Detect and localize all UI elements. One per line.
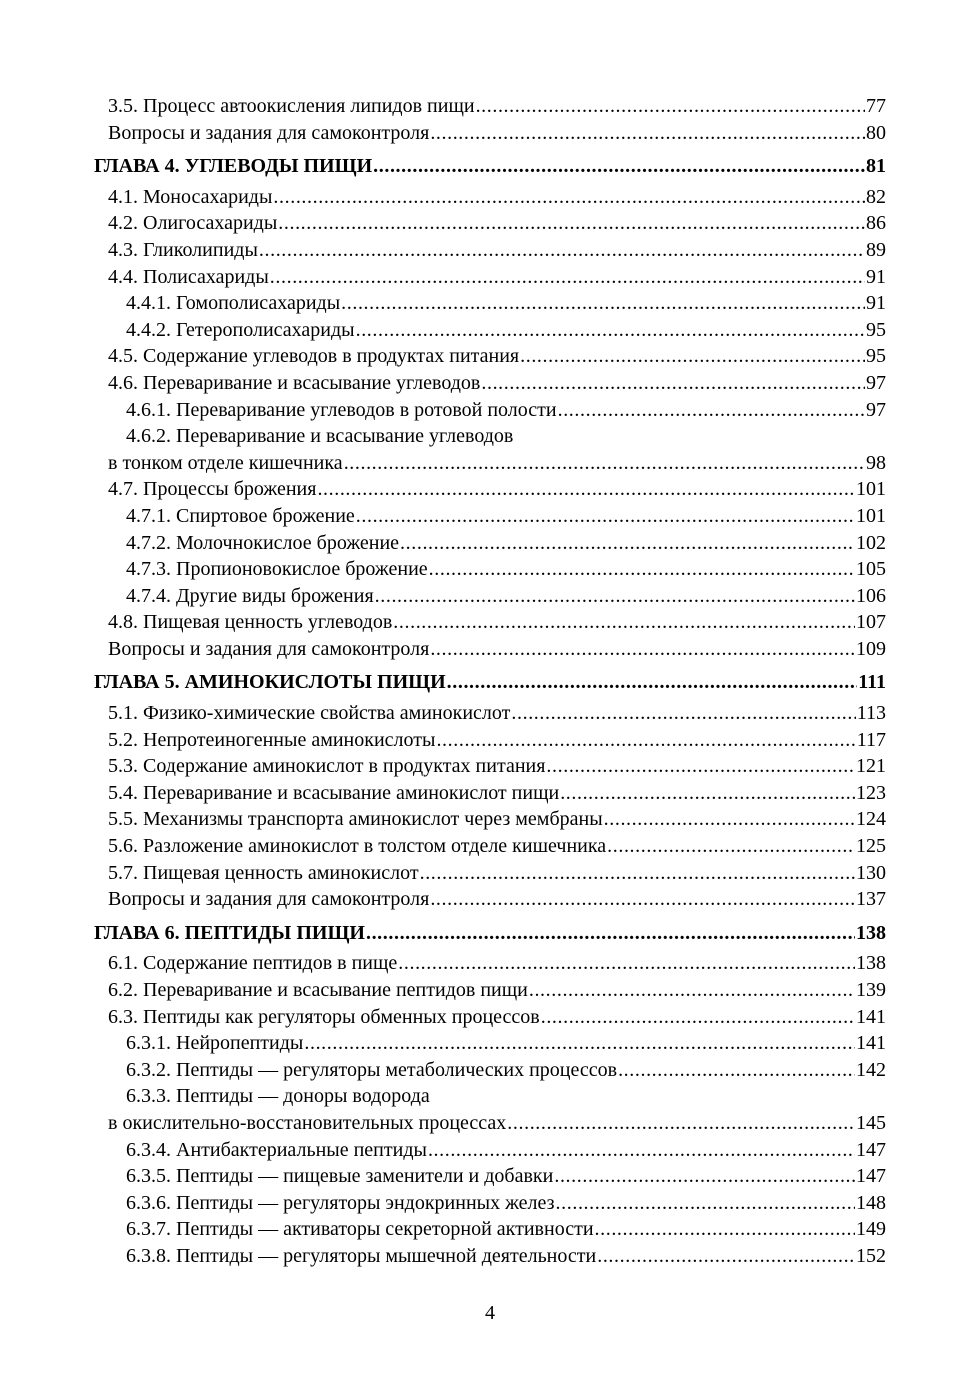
entry-title: 6.3.8. Пептиды — регуляторы мышечной деятельности: [126, 1244, 597, 1267]
entry-page-number: 101: [856, 478, 886, 501]
entry-page-number: 139: [856, 979, 886, 1001]
dot-leader: [317, 476, 855, 503]
dot-leader: [430, 886, 855, 913]
entry-title: Вопросы и задания для самоконтроля: [108, 121, 430, 144]
dot-leader: [270, 264, 865, 291]
entry-page-number: 91: [866, 292, 886, 315]
entry-title: 4.6. Переваривание и всасывание углеводов: [108, 371, 481, 394]
dot-leader: [436, 727, 855, 754]
entry-title: 4.7.1. Спиртовое брожение: [126, 504, 355, 527]
dot-leader: [400, 530, 855, 557]
entry-page-number: 107: [856, 611, 886, 634]
dot-leader: [546, 753, 855, 780]
entry-page-number: 124: [856, 808, 886, 831]
entry-title: 6.3.4. Антибактериальные пептиды: [126, 1138, 427, 1161]
entry-page-number: 95: [866, 345, 886, 368]
dot-leader: [476, 93, 865, 120]
entry-page-number: 138: [856, 921, 886, 944]
entry-page-number: 101: [856, 504, 886, 527]
dot-leader: [604, 806, 855, 833]
entry-title: 4.3. Гликолипиды: [108, 238, 258, 261]
entry-title: 4.1. Моносахариды: [108, 185, 273, 208]
entry-title: 4.7.3. Пропионовокислое брожение: [126, 558, 428, 581]
entry-title: в тонком отделе кишечника: [108, 451, 343, 474]
toc-entry[interactable]: [94, 1216, 886, 1243]
dot-leader: [273, 184, 865, 211]
entry-page-number: 137: [856, 888, 886, 911]
toc-entry[interactable]: [94, 264, 886, 291]
entry-title: 4.4. Полисахариды: [108, 265, 269, 288]
dot-leader: [259, 237, 865, 264]
dot-leader: [618, 1057, 855, 1084]
entry-page-number: 142: [856, 1058, 886, 1081]
entry-title: 5.3. Содержание аминокислот в продуктах питания: [108, 755, 546, 778]
toc-entry[interactable]: [94, 1110, 886, 1137]
toc-entry[interactable]: [94, 343, 886, 370]
dot-leader: [375, 583, 855, 610]
entry-page-number: 125: [856, 835, 886, 858]
toc-entry[interactable]: [94, 93, 886, 120]
dot-leader: [541, 1004, 855, 1031]
dot-leader: [481, 370, 865, 397]
dot-leader: [341, 290, 865, 317]
toc-entry[interactable]: [94, 727, 886, 754]
entry-page-number: 77: [866, 95, 886, 117]
entry-page-number: 109: [856, 637, 886, 660]
entry-page-number: 91: [866, 265, 886, 288]
entry-title: 4.7.4. Другие виды брожения: [126, 584, 374, 607]
entry-page-number: 102: [856, 531, 886, 554]
page-number: 4: [485, 1302, 495, 1324]
entry-title: ГЛАВА 4. УГЛЕВОДЫ ПИЩИ: [94, 155, 373, 178]
entry-page-number: 147: [856, 1138, 886, 1161]
entry-page-number: 98: [866, 451, 886, 474]
dot-leader: [344, 450, 865, 477]
toc-entry[interactable]: [94, 210, 886, 237]
entry-page-number: 147: [856, 1165, 886, 1188]
dot-leader: [429, 556, 855, 583]
dot-leader: [558, 397, 865, 424]
entry-title: 6.3.2. Пептиды — регуляторы метаболических процессов: [126, 1058, 618, 1081]
entry-title: ГЛАВА 5. АМИНОКИСЛОТЫ ПИЩИ: [94, 671, 446, 694]
toc-entry[interactable]: [94, 1137, 886, 1164]
entry-title: 6.2. Переваривание и всасывание пептидов пищи: [108, 979, 528, 1001]
dot-leader: [507, 1110, 855, 1137]
toc-entry[interactable]: [94, 290, 886, 317]
entry-page-number: 152: [856, 1244, 886, 1267]
dot-leader: [607, 833, 855, 860]
dot-leader: [393, 609, 855, 636]
toc-entry[interactable]: [94, 397, 886, 424]
entry-page-number: 105: [856, 558, 886, 581]
entry-page-number: 130: [856, 861, 886, 884]
entry-title: 6.3.6. Пептиды — регуляторы эндокринных желез: [126, 1191, 555, 1214]
entry-page-number: 149: [856, 1218, 886, 1241]
entry-title: ГЛАВА 6. ПЕПТИДЫ ПИЩИ: [94, 921, 365, 944]
toc-entry[interactable]: [94, 806, 886, 833]
entry-page-number: 141: [856, 1005, 886, 1028]
toc-entry[interactable]: [94, 1083, 886, 1110]
toc-entry[interactable]: [94, 476, 886, 503]
toc-entry[interactable]: [94, 120, 886, 147]
toc-entry[interactable]: [94, 977, 886, 1004]
table-of-contents: [94, 93, 886, 1270]
entry-title: Вопросы и задания для самоконтроля: [108, 888, 430, 911]
dot-leader: [560, 780, 855, 807]
toc-entry[interactable]: [94, 583, 886, 610]
entry-title: 4.7. Процессы брожения: [108, 478, 317, 501]
toc-entry[interactable]: [94, 370, 886, 397]
dot-leader: [556, 1190, 855, 1217]
toc-entry[interactable]: [94, 1030, 886, 1057]
dot-leader: [520, 343, 865, 370]
entry-page-number: 148: [856, 1191, 886, 1214]
dot-leader: [447, 669, 858, 696]
toc-entry[interactable]: [94, 860, 886, 887]
toc-entry[interactable]: [94, 530, 886, 557]
dot-leader: [597, 1243, 855, 1270]
entry-title: 6.1. Содержание пептидов в пище: [108, 952, 398, 975]
dot-leader: [428, 1137, 855, 1164]
entry-page-number: 80: [866, 121, 886, 144]
dot-leader: [595, 1216, 855, 1243]
chapter-entry[interactable]: [94, 669, 886, 696]
toc-entry[interactable]: [94, 1163, 886, 1190]
toc-entry[interactable]: [94, 833, 886, 860]
entry-page-number: 89: [866, 238, 886, 261]
entry-page-number: 95: [866, 318, 886, 341]
entry-page-number: 113: [856, 702, 886, 725]
dot-leader: [430, 636, 855, 663]
entry-title: 6.3.5. Пептиды — пищевые заменители и добавки: [126, 1165, 554, 1188]
entry-page-number: 141: [856, 1032, 886, 1055]
toc-entry[interactable]: [94, 636, 886, 663]
entry-title: 5.1. Физико-химические свойства аминокислот: [108, 702, 511, 725]
toc-entry[interactable]: [94, 503, 886, 530]
toc-entry[interactable]: [94, 184, 886, 211]
toc-entry[interactable]: [94, 1243, 886, 1270]
dot-leader: [366, 920, 855, 947]
entry-title: Вопросы и задания для самоконтроля: [108, 637, 430, 660]
entry-title: 4.8. Пищевая ценность углеводов: [108, 611, 393, 634]
entry-page-number: 138: [856, 952, 886, 975]
entry-title: 4.6.1. Переваривание углеводов в ротовой полости: [126, 398, 557, 421]
entry-page-number: 97: [866, 371, 886, 394]
entry-title: 4.4.1. Гомополисахариды: [126, 292, 341, 315]
dot-leader: [554, 1163, 855, 1190]
entry-page-number: 117: [856, 728, 886, 751]
toc-entry[interactable]: [94, 423, 886, 450]
dot-leader: [398, 950, 855, 977]
dot-leader: [373, 153, 865, 180]
entry-page-number: 145: [856, 1111, 886, 1134]
entry-title: 4.4.2. Гетерополисахариды: [126, 318, 355, 341]
entry-title: 6.3. Пептиды как регуляторы обменных процессов: [108, 1005, 540, 1028]
entry-title: 5.4. Переваривание и всасывание аминокислот пищи: [108, 781, 560, 804]
entry-title: 5.5. Механизмы транспорта аминокислот через мембраны: [108, 808, 603, 831]
toc-entry[interactable]: [94, 450, 886, 477]
toc-entry[interactable]: [94, 950, 886, 977]
toc-entry[interactable]: [94, 1004, 886, 1031]
entry-title: 5.2. Непротеиногенные аминокислоты: [108, 728, 436, 751]
chapter-entry[interactable]: [94, 920, 886, 947]
toc-entry[interactable]: [94, 886, 886, 913]
toc-entry[interactable]: [94, 1057, 886, 1084]
entry-title: 5.7. Пищевая ценность аминокислот: [108, 861, 419, 884]
entry-title: 3.5. Процесс автоокисления липидов пищи: [108, 95, 475, 117]
toc-entry[interactable]: [94, 609, 886, 636]
dot-leader: [278, 210, 865, 237]
toc-entry[interactable]: [94, 780, 886, 807]
dot-leader: [529, 977, 855, 1004]
toc-entry[interactable]: [94, 237, 886, 264]
entry-page-number: 106: [856, 584, 886, 607]
toc-entry[interactable]: [94, 317, 886, 344]
dot-leader: [511, 700, 855, 727]
chapter-entry[interactable]: [94, 153, 886, 180]
entry-page-number: 86: [866, 212, 886, 235]
entry-title: в окислительно-восстановительных процессах: [108, 1111, 507, 1134]
entry-page-number: 121: [856, 755, 886, 778]
entry-page-number: 123: [856, 781, 886, 804]
dot-leader: [420, 860, 855, 887]
entry-title: 4.2. Олигосахариды: [108, 212, 278, 235]
dot-leader: [356, 503, 855, 530]
entry-title: 4.7.2. Молочнокислое брожение: [126, 531, 400, 554]
dot-leader: [430, 120, 865, 147]
toc-entry[interactable]: [94, 700, 886, 727]
entry-title: 6.3.1. Нейропептиды: [126, 1032, 304, 1055]
toc-entry[interactable]: [94, 753, 886, 780]
entry-title: 5.6. Разложение аминокислот в толстом отделе кишечника: [108, 835, 607, 858]
entry-title: 4.6.2. Переваривание и всасывание углеводов: [126, 425, 514, 448]
entry-page-number: 81: [866, 155, 886, 178]
entry-title: 6.3.3. Пептиды — доноры водорода: [126, 1085, 430, 1108]
entry-page-number: 111: [858, 671, 886, 694]
entry-title: 6.3.7. Пептиды — активаторы секреторной активности: [126, 1218, 594, 1241]
toc-entry[interactable]: [94, 556, 886, 583]
entry-page-number: 97: [866, 398, 886, 421]
entry-title: 4.5. Содержание углеводов в продуктах питания: [108, 345, 520, 368]
dot-leader: [356, 317, 865, 344]
entry-page-number: 82: [866, 185, 886, 208]
dot-leader: [304, 1030, 855, 1057]
toc-entry[interactable]: [94, 1190, 886, 1217]
